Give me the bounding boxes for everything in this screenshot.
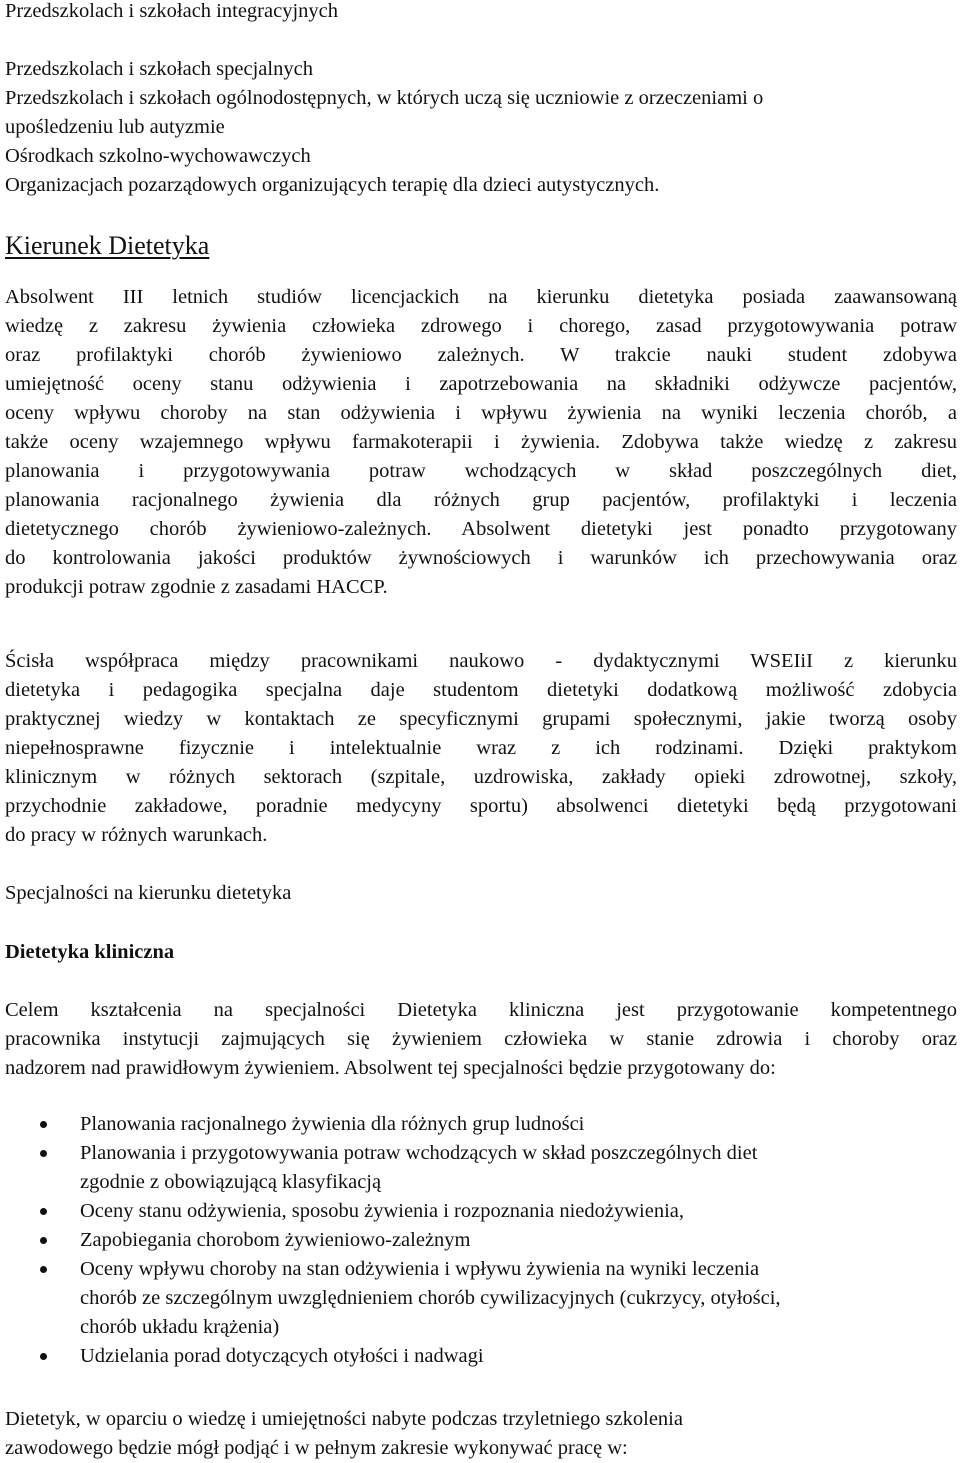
paragraph-line: do kontrolowania jakości produktów żywnościowych i warunków ich przechowywania oraz	[5, 547, 957, 569]
specialty-title: Dietetyka kliniczna	[5, 941, 175, 963]
paragraph-line: umiejętność oceny stanu odżywienia i zapotrzebowania na składniki odżywcze pacjentów,	[5, 373, 957, 395]
list-item-line: Udzielania porad dotyczących otyłości i nadwagi	[80, 1345, 484, 1367]
intro-line-blank	[5, 26, 763, 55]
paragraph-line: Ścisła współpraca między pracownikami naukowo - dydaktycznymi WSEIiI z kierunku	[5, 650, 957, 672]
intro-line: Organizacjach pozarządowych organizujących terapię dla dzieci autystycznych.	[5, 174, 660, 196]
paragraph-graduate-profile	[5, 283, 957, 602]
closing-paragraph	[5, 1405, 683, 1463]
section-heading: Kierunek Dietetyka	[5, 231, 210, 260]
paragraph-line: zawodowego będzie mógł podjąć i w pełnym zakresie wykonywać pracę w:	[5, 1437, 628, 1459]
specialties-label: Specjalności na kierunku dietetyka	[5, 882, 292, 904]
bullet-icon	[40, 1121, 47, 1128]
paragraph-line: Celem kształcenia na specjalności Dietetyka kliniczna jest przygotowanie kompetentnego	[5, 999, 957, 1021]
paragraph-line: także oceny wzajemnego wpływu farmakoterapii i żywienia. Zdobywa także wiedzę z zakresu	[5, 431, 957, 453]
paragraph-line: oceny wpływu choroby na stan odżywienia i wpływu żywienia na wyniki leczenia chorób, a	[5, 402, 957, 424]
paragraph-line: produkcji potraw zgodnie z zasadami HACCP.	[5, 576, 388, 598]
paragraph-line: Dietetyk, w oparciu o wiedzę i umiejętności nabyte podczas trzyletniego szkolenia	[5, 1408, 683, 1430]
competency-list	[40, 1110, 781, 1371]
paragraph-line: niepełnosprawne fizycznie i intelektualnie wraz z ich rodzinami. Dzięki praktykom	[5, 737, 957, 759]
list-item-line: Planowania i przygotowywania potraw wchodzących w skład poszczególnych diet	[80, 1142, 758, 1164]
list-item-line: Oceny wpływu choroby na stan odżywienia i wpływu żywienia na wyniki leczenia	[80, 1258, 760, 1280]
paragraph-line: planowania racjonalnego żywienia dla różnych grup pacjentów, profilaktyki i leczenia	[5, 489, 957, 511]
paragraph-line: oraz profilaktyki chorób żywieniowo zależnych. W trakcie nauki student zdobywa	[5, 344, 957, 366]
intro-list	[5, 0, 763, 200]
list-item	[40, 1255, 781, 1342]
intro-line: Przedszkolach i szkołach ogólnodostępnych, w których uczą się uczniowie z orzeczeniami o	[5, 87, 764, 109]
list-item	[40, 1197, 781, 1226]
paragraph-line: pracownika instytucji zajmujących się żywieniem człowieka w stanie zdrowia i choroby oraz	[5, 1028, 957, 1050]
paragraph-line: przychodnie zakładowe, poradnie medycyny sportu) absolwenci dietetyki będą przygotowani	[5, 795, 957, 817]
paragraph-line: dietetycznego chorób żywieniowo-zależnych. Absolwent dietetyki jest ponadto przygotowany	[5, 518, 957, 540]
list-item-line: Zapobiegania chorobom żywieniowo-zależnym	[80, 1229, 471, 1251]
list-item-line: chorób układu krążenia)	[80, 1316, 280, 1338]
paragraph-line: wiedzę z zakresu żywienia człowieka zdrowego i chorego, zasad przygotowywania potraw	[5, 315, 957, 337]
paragraph-line: praktycznej wiedzy w kontaktach ze specyficznymi grupami społecznymi, jakie tworzą osoby	[5, 708, 957, 730]
list-item-line: zgodnie z obowiązującą klasyfikacją	[80, 1171, 382, 1193]
paragraph-line: do pracy w różnych warunkach.	[5, 824, 268, 846]
paragraph-line: Absolwent III letnich studiów licencjackich na kierunku dietetyka posiada zaawansowaną	[5, 286, 957, 308]
list-item-line: chorób ze szczególnym uwzględnieniem chorób cywilizacyjnych (cukrzycy, otyłości,	[80, 1287, 781, 1309]
paragraph-line: planowania i przygotowywania potraw wchodzących w skład poszczególnych diet,	[5, 460, 957, 482]
intro-line: upośledzeniu lub autyzmie	[5, 116, 225, 138]
list-item	[40, 1110, 781, 1139]
intro-line: Ośrodkach szkolno-wychowawczych	[5, 145, 311, 167]
paragraph-line: nadzorem nad prawidłowym żywieniem. Absolwent tej specjalności będzie przygotowany do:	[5, 1057, 776, 1079]
bullet-icon	[40, 1150, 47, 1157]
bullet-icon	[40, 1237, 47, 1244]
intro-line: Przedszkolach i szkołach integracyjnych	[5, 0, 338, 22]
list-item	[40, 1226, 781, 1255]
list-item-line: Planowania racjonalnego żywienia dla różnych grup ludności	[80, 1113, 585, 1135]
paragraph-specialty-goal	[5, 996, 957, 1083]
bullet-icon	[40, 1266, 47, 1273]
list-item-line: Oceny stanu odżywienia, sposobu żywienia i rozpoznania niedożywienia,	[80, 1200, 684, 1222]
list-item	[40, 1342, 781, 1371]
paragraph-cooperation	[5, 647, 957, 850]
intro-line: Przedszkolach i szkołach specjalnych	[5, 58, 313, 80]
list-item	[40, 1139, 781, 1197]
paragraph-line: klinicznym w różnych sektorach (szpitale, uzdrowiska, zakłady opieki zdrowotnej, szkoły,	[5, 766, 957, 788]
bullet-icon	[40, 1353, 47, 1360]
bullet-icon	[40, 1208, 47, 1215]
paragraph-line: dietetyka i pedagogika specjalna daje studentom dietetyki dodatkową możliwość zdobycia	[5, 679, 957, 701]
